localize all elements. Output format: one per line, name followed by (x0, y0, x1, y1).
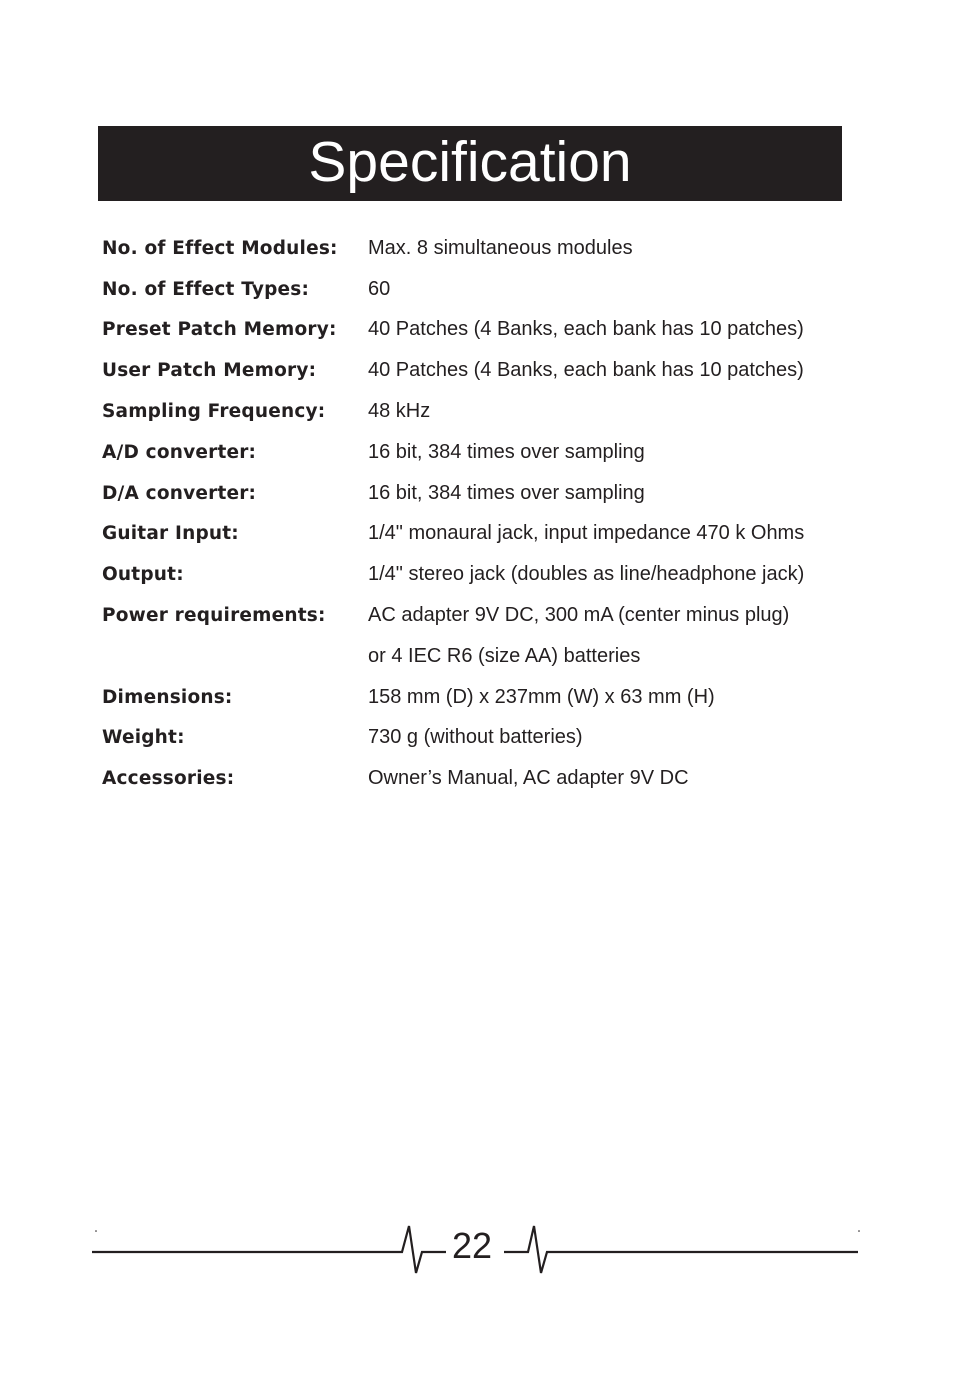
spec-value: 16 bit, 384 times over sampling (368, 481, 645, 504)
spec-value: AC adapter 9V DC, 300 mA (center minus plug) (368, 604, 790, 627)
spec-label: Power requirements: (102, 605, 326, 627)
spec-value: 1/4" monaural jack, input impedance 470 k Ohms (368, 522, 805, 545)
spec-value: 48 kHz (368, 400, 431, 423)
spec-row (102, 432, 842, 473)
spec-value: Owner’s Manual, AC adapter 9V DC (368, 767, 689, 790)
spec-value: 40 Patches (4 Banks, each bank has 10 patches) (368, 359, 804, 382)
spec-label: Accessories: (102, 768, 235, 790)
spec-row (102, 554, 842, 595)
spec-label: User Patch Memory: (102, 360, 317, 382)
spec-label: Dimensions: (102, 686, 233, 708)
spec-row (102, 473, 842, 514)
footer-dot-right (858, 1230, 860, 1232)
spec-row (102, 391, 842, 432)
spec-value: or 4 IEC R6 (size AA) batteries (368, 644, 641, 667)
page-number: 22 (452, 1225, 493, 1266)
spec-value: 730 g (without batteries) (368, 726, 583, 749)
spec-label: D/A converter: (102, 482, 257, 504)
spec-row (102, 718, 842, 759)
spec-label: No. of Effect Modules: (102, 237, 338, 259)
spec-label: No. of Effect Types: (102, 278, 310, 300)
footer-rule-left (92, 1226, 446, 1273)
spec-value: 60 (368, 277, 391, 300)
footer-dot-left (95, 1230, 97, 1232)
spec-row (102, 350, 842, 391)
spec-label: Output: (102, 564, 184, 586)
spec-value: 16 bit, 384 times over sampling (368, 440, 645, 463)
spec-value: 158 mm (D) x 237mm (W) x 63 mm (H) (368, 685, 715, 708)
spec-row (102, 228, 842, 269)
spec-value: 1/4" stereo jack (doubles as line/headphone jack) (368, 563, 805, 586)
footer-rule-right (504, 1226, 858, 1273)
spec-row (102, 269, 842, 310)
spec-value: 40 Patches (4 Banks, each bank has 10 patches) (368, 318, 804, 341)
spec-row (102, 595, 842, 636)
page-title: Specification (308, 130, 632, 194)
spec-row (102, 677, 842, 718)
spec-value: Max. 8 simultaneous modules (368, 236, 633, 259)
spec-row-continuation (102, 636, 842, 677)
spec-row (102, 514, 842, 555)
spec-label: Guitar Input: (102, 523, 239, 545)
spec-row (102, 758, 842, 799)
spec-table (102, 228, 842, 799)
title-bar (98, 126, 842, 201)
spec-row (102, 310, 842, 351)
spec-label: Sampling Frequency: (102, 401, 326, 423)
spec-label: A/D converter: (102, 441, 257, 463)
spec-label: Preset Patch Memory: (102, 319, 337, 341)
spec-label: Weight: (102, 727, 185, 749)
